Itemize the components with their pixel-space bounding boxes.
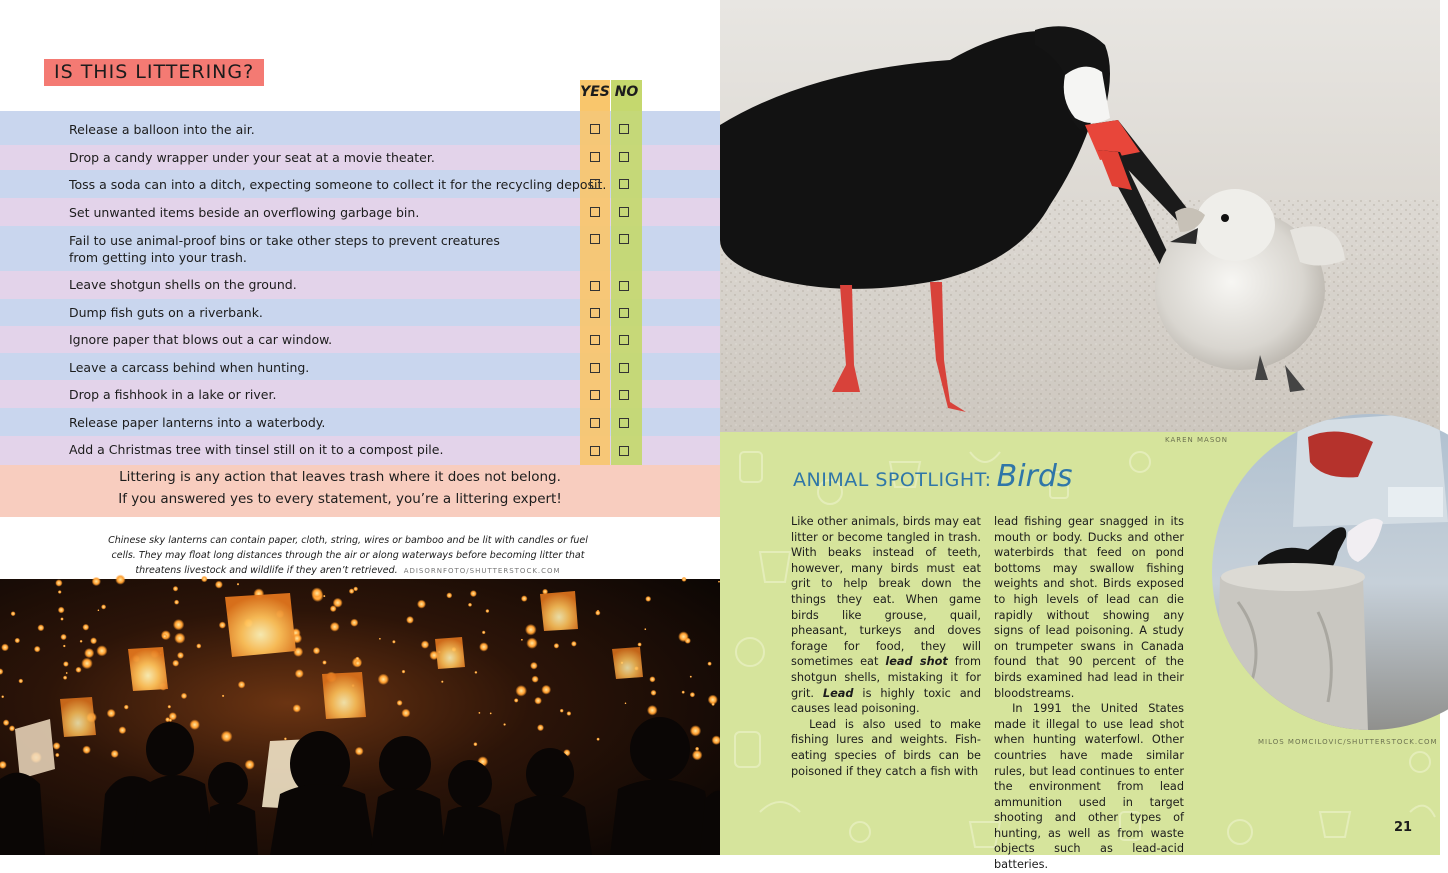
black-skimmer-photo (720, 0, 1440, 432)
lantern-light (174, 633, 185, 644)
lantern-light (284, 737, 287, 740)
statement-text: Set unwanted items beside an overflowing garbage bin. (69, 205, 420, 220)
lantern-light (625, 702, 627, 704)
lantern-light (238, 681, 246, 689)
yes-checkbox[interactable] (590, 390, 600, 400)
statement-text: Leave shotgun shells on the ground. (69, 277, 297, 292)
glossary-term: lead shot (885, 655, 948, 669)
yes-checkbox[interactable] (590, 234, 600, 244)
lantern-light (9, 725, 15, 731)
yes-checkbox[interactable] (590, 179, 600, 189)
lantern-light (530, 662, 538, 670)
article-paragraph-continued: lead fishing gear snagged in its mouth or body. Ducks and other waterbirds that feed on pond bottoms may swallow fishing weights and shot. Birds exposed to high levels of lead can die rapidly without showing any signs of lead poisoning. A study on trumpeter swans in Canada found that 90 percent of the birds examined had lead in their bloodstreams. (994, 515, 1184, 700)
lantern-light (219, 622, 226, 629)
lantern-light (181, 693, 187, 699)
lantern-light (470, 590, 477, 597)
no-header: NO (614, 84, 639, 100)
yes-header: YES (580, 84, 610, 100)
lantern-light (478, 712, 480, 714)
lantern-light (295, 669, 304, 678)
yes-checkbox[interactable] (590, 124, 600, 134)
lantern-light (515, 685, 527, 697)
lantern-light (53, 742, 61, 750)
lantern-light (392, 640, 396, 644)
lantern-light (402, 670, 406, 674)
no-checkbox[interactable] (619, 234, 629, 244)
lantern-light (92, 577, 101, 586)
yes-checkbox[interactable] (590, 418, 600, 428)
lantern-light (196, 643, 201, 648)
lantern-light (97, 609, 99, 611)
lantern-light (18, 679, 23, 684)
lantern-light (647, 705, 658, 716)
lantern-light (177, 652, 184, 659)
glossary-term: Lead (822, 686, 854, 700)
lantern-light (571, 641, 577, 647)
page-number: 21 (1394, 820, 1413, 835)
lantern-light (479, 642, 488, 651)
lantern-light (174, 600, 179, 605)
lantern-light (355, 747, 364, 756)
lantern-light (63, 645, 66, 648)
lantern-light (330, 605, 337, 612)
lantern-light (222, 695, 225, 698)
quiz-footer (0, 465, 720, 517)
lantern-light (378, 674, 389, 685)
lantern-light (595, 610, 600, 615)
lantern-light (169, 712, 177, 720)
lantern-light (14, 638, 20, 644)
lantern-light (80, 640, 83, 643)
lantern-light (473, 742, 477, 746)
lantern-light (349, 588, 355, 594)
lantern-caption (108, 533, 588, 579)
yes-column-overlay (580, 80, 610, 465)
statement-text: Ignore paper that blows out a car window. (69, 332, 333, 347)
lantern-light (90, 637, 97, 644)
lantern-light (55, 579, 62, 586)
lantern-light (651, 690, 657, 696)
lantern-light (649, 676, 655, 682)
lantern-light (60, 634, 66, 640)
spotlight-label: ANIMAL SPOTLIGHT: (793, 469, 992, 491)
lantern-light (63, 676, 67, 680)
lantern-light (379, 638, 381, 640)
photo-credit: ADISORNFOTO/SHUTTERSTOCK.COM (403, 567, 561, 575)
lantern-light (107, 709, 116, 718)
lantern-light (644, 628, 646, 630)
yes-checkbox[interactable] (590, 152, 600, 162)
lantern-light (75, 667, 81, 673)
lantern-light (541, 685, 551, 695)
lantern-light (350, 619, 358, 627)
lantern-light (514, 698, 519, 703)
lantern-light (82, 746, 91, 755)
lantern-light (115, 574, 125, 584)
sky-lanterns-photo (0, 579, 720, 855)
lantern-light (58, 590, 62, 594)
article-text: from shotgun shells, mistaking it for grit. (791, 655, 981, 700)
lantern-light (82, 624, 89, 631)
lantern-light (311, 587, 323, 599)
lantern-light (55, 753, 59, 757)
statement-text: Fail to use animal-proof bins or take other steps to prevent creatures (69, 233, 500, 248)
lantern-light (1, 644, 9, 652)
yes-checkbox[interactable] (590, 281, 600, 291)
statement-text: Toss a soda can into a ditch, expecting someone to collect it for the recycling deposit. (69, 177, 607, 192)
spotlight-title (793, 459, 1073, 494)
lantern-light (81, 658, 93, 670)
no-checkbox[interactable] (619, 308, 629, 318)
lantern-light (521, 639, 523, 641)
no-checkbox[interactable] (619, 418, 629, 428)
lantern-light (96, 645, 107, 656)
lantern-light (66, 672, 68, 674)
lantern-light (173, 586, 179, 592)
article-paragraph (791, 514, 981, 717)
lantern-light (3, 719, 10, 726)
lantern-light (11, 611, 16, 616)
photo-credit: MILOS MOMCILOVIC/SHUTTERSTOCK.COM (1258, 738, 1438, 746)
no-checkbox[interactable] (619, 281, 629, 291)
no-checkbox[interactable] (619, 124, 629, 134)
no-checkbox[interactable] (619, 363, 629, 373)
lantern-light (554, 643, 560, 649)
lantern-light (645, 596, 651, 602)
lantern-light (485, 609, 489, 613)
article-column-2 (994, 514, 1184, 873)
lantern-light (34, 646, 41, 653)
yes-checkbox[interactable] (590, 207, 600, 217)
article-column-1 (791, 514, 981, 779)
lantern-light (695, 747, 699, 751)
lantern-light (60, 617, 63, 620)
lantern-light (168, 705, 172, 709)
lantern-light (682, 691, 685, 694)
lantern-light (490, 712, 492, 714)
lantern-light (189, 719, 200, 730)
no-checkbox[interactable] (619, 390, 629, 400)
lantern-light (441, 680, 444, 683)
lantern-light (446, 592, 452, 598)
statement-text: Release paper lanterns into a waterbody. (69, 415, 326, 430)
article-text: is highly toxic and causes lead poisoning. (791, 686, 981, 716)
statement-text: Drop a candy wrapper under your seat at a movie theater. (69, 150, 435, 165)
lantern-light (681, 577, 686, 582)
lantern-light (560, 709, 564, 713)
statement-text: Dump fish guts on a riverbank. (69, 305, 263, 320)
lantern-light (521, 595, 528, 602)
lantern-light (111, 750, 119, 758)
lantern-light (162, 633, 168, 639)
right-page (720, 0, 1440, 872)
statement-text: Leave a carcass behind when hunting. (69, 360, 310, 375)
yes-checkbox[interactable] (590, 308, 600, 318)
no-checkbox[interactable] (619, 446, 629, 456)
lantern-light (354, 660, 361, 667)
lantern-light (172, 660, 179, 667)
lantern-light (690, 692, 695, 697)
footer-line: Littering is any action that leaves trash where it does not belong. (119, 469, 561, 485)
yes-checkbox[interactable] (590, 363, 600, 373)
lantern-light (417, 600, 426, 609)
lantern-light (313, 647, 320, 654)
lantern-light (690, 676, 692, 678)
lantern-light (201, 576, 208, 583)
lantern-light (63, 661, 69, 667)
article-text: Like other animals, birds may eat litter or become tangled in trash. With beaks instead of teeth, however, many birds must eat grit to help break down the things they eat. When game birds like grouse, quail, pheasant, turkeys and doves forage for food, they will sometimes eat (791, 515, 981, 669)
no-checkbox[interactable] (619, 207, 629, 217)
lantern-light (1, 695, 4, 698)
no-checkbox[interactable] (619, 152, 629, 162)
caption-text: Chinese sky lanterns can contain paper, cloth, string, wires or bamboo and be lit with candles or fuel cells. They may float long distances through the air or along waterways before becoming litter that threatens livestock and wildlife if they aren’t retrieved. (108, 535, 588, 576)
lantern-light (678, 631, 689, 642)
lantern-light (525, 624, 537, 636)
lantern-light (503, 723, 506, 726)
lantern-light (293, 704, 301, 712)
lantern-light (711, 702, 715, 706)
spotlight-subject: Birds (996, 459, 1073, 494)
footer-line: If you answered yes to every statement, you’re a littering expert! (118, 491, 562, 507)
statement-text: Release a balloon into the air. (69, 122, 255, 137)
lantern-light (532, 676, 539, 683)
article-paragraph: Lead is also used to make fishing lures and weights. Fish-eating species of birds can be poisoned if they catch a fish with (791, 717, 981, 778)
lantern-light (173, 619, 184, 630)
lantern-light (58, 607, 65, 614)
lantern-light (567, 711, 572, 716)
statement-text-continued: from getting into your trash. (69, 250, 247, 265)
lantern-light (237, 583, 240, 586)
lantern-light (482, 631, 486, 635)
quiz-title: IS THIS LITTERING? (44, 59, 264, 86)
no-column-overlay (611, 80, 642, 465)
photo-credit: KAREN MASON (1165, 436, 1229, 444)
no-checkbox[interactable] (619, 335, 629, 345)
lantern-light (322, 660, 327, 665)
no-checkbox[interactable] (619, 179, 629, 189)
lantern-light (397, 700, 403, 706)
lantern-light (707, 662, 711, 666)
lantern-light (221, 731, 233, 743)
lantern-light (474, 671, 477, 674)
yes-checkbox[interactable] (590, 446, 600, 456)
crow-photo (1198, 402, 1448, 732)
lantern-light (637, 642, 641, 646)
lantern-light (690, 725, 701, 736)
left-page (0, 0, 720, 855)
lantern-light (84, 648, 94, 658)
statement-text: Add a Christmas tree with tinsel still on it to a compost pile. (69, 442, 444, 457)
lantern-light (330, 622, 340, 632)
lantern-light (215, 581, 223, 589)
lantern-light (124, 705, 129, 710)
lantern-light (468, 603, 472, 607)
lantern-light (596, 738, 599, 741)
lantern-light (406, 616, 414, 624)
lantern-light (421, 640, 429, 648)
lantern-light (526, 638, 537, 649)
lantern-light (537, 724, 544, 731)
lantern-light (245, 760, 255, 770)
article-paragraph: In 1991 the United States made it illegal to use lead shot when hunting waterfowl. Other countries have made similar rules, but lead continues to enter the environment from lead ammunition used in target shooting and other types of hunting, as well as from waste objects such as lead-acid batteries. (994, 702, 1184, 872)
lantern-light (37, 624, 44, 631)
lantern-light (692, 750, 703, 761)
lantern-light (401, 709, 410, 718)
lantern-light (119, 726, 127, 734)
lantern-light (534, 697, 542, 705)
lantern-light (101, 604, 106, 609)
yes-checkbox[interactable] (590, 335, 600, 345)
statement-text: Drop a fishhook in a lake or river. (69, 387, 277, 402)
